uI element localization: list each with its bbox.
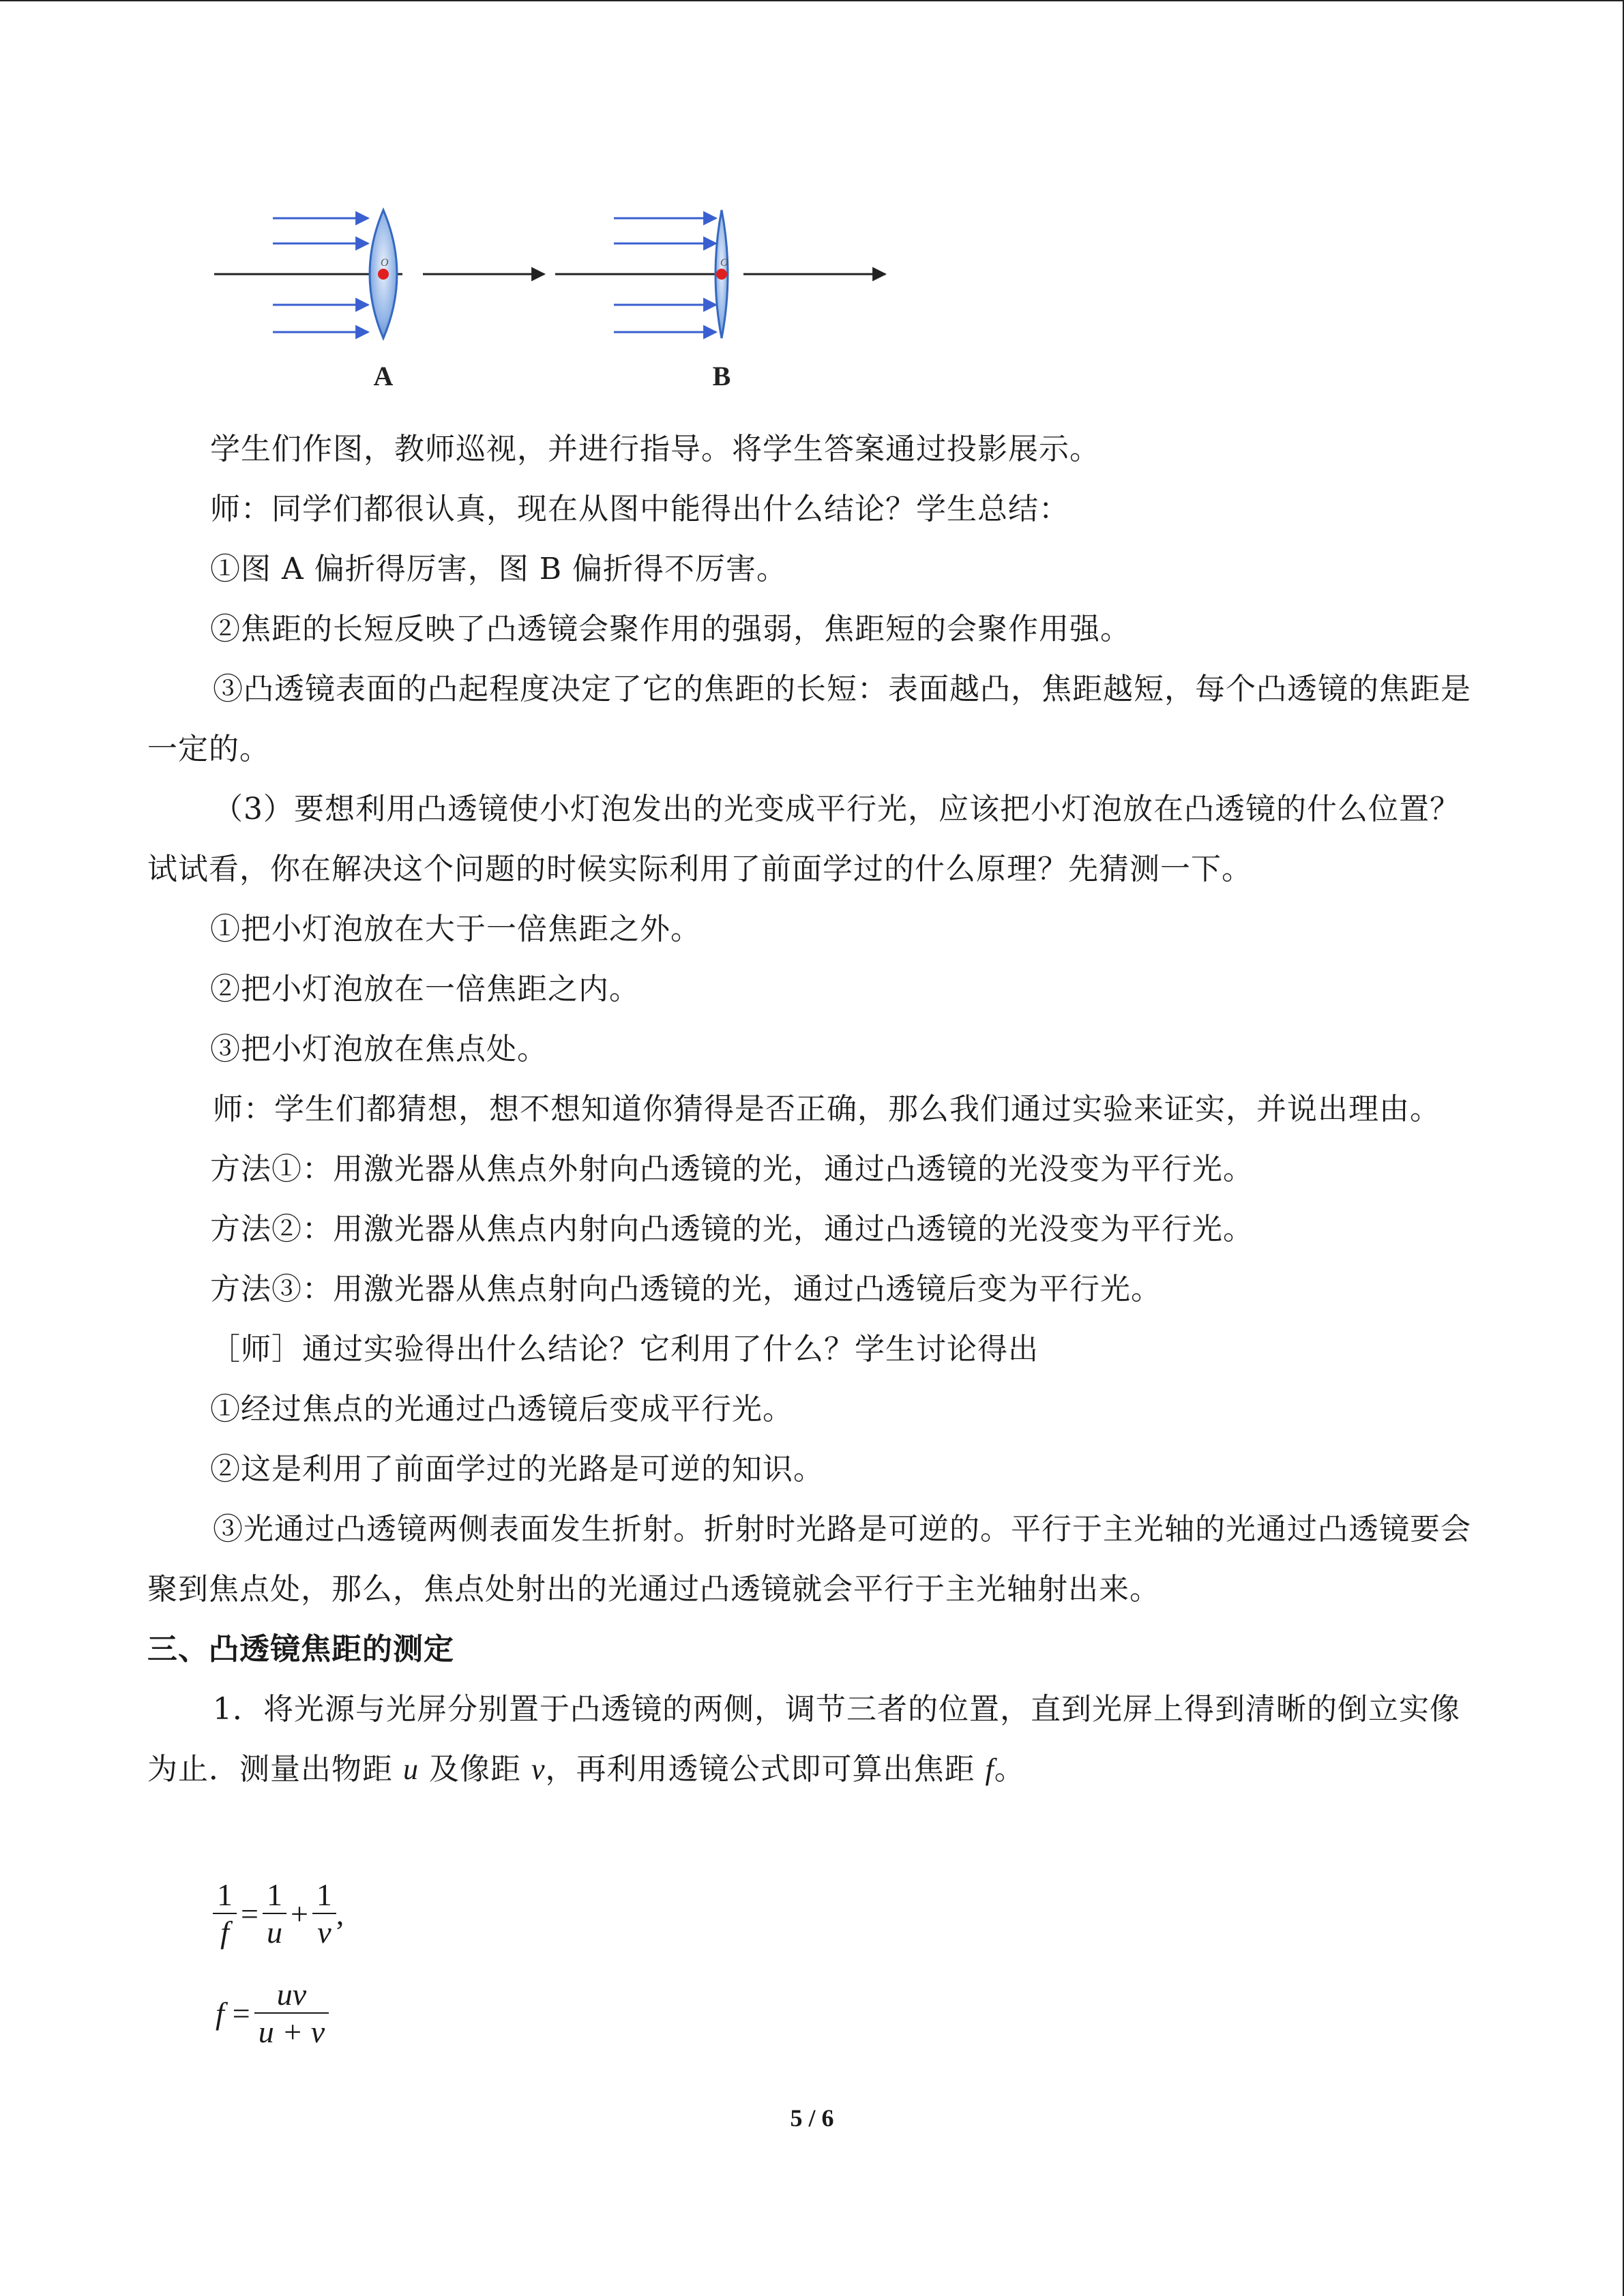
- result-1: ①经过焦点的光通过凸透镜后变成平行光。: [210, 1392, 793, 1427]
- result-2: ②这是利用了前面学过的光路是可逆的知识。: [210, 1452, 824, 1487]
- var-u: u: [403, 1753, 419, 1786]
- var-v: v: [531, 1753, 546, 1786]
- page-number: 5 / 6: [790, 2104, 834, 2132]
- figure-a: [214, 210, 544, 391]
- result-3: ③光通过凸透镜两侧表面发生折射。折射时光路是可逆的。平行于主光轴的光通过凸透镜要会聚到焦点处，那么，焦点处射出的光通过凸透镜就会平行于主光轴射出来。: [147, 1512, 1471, 1607]
- guess-1: ①把小灯泡放在大于一倍焦距之外。: [210, 912, 701, 946]
- fraction-1-over-u: $\frac{1}{u}$: [263, 1877, 286, 1950]
- step-1-mid2: ，再利用透镜公式即可算出焦距: [545, 1752, 986, 1787]
- paragraph-teacher-question: 师：同学们都很认真，现在从图中能得出什么结论？学生总结：: [210, 492, 1069, 526]
- method-3: 方法③：用激光器从焦点射向凸透镜的光，通过凸透镜后变为平行光。: [210, 1272, 1162, 1307]
- document-body: [147, 419, 1484, 1800]
- lens-formula: [213, 1877, 348, 1950]
- optical-center-a: [378, 269, 389, 280]
- guess-2: ②把小灯泡放在一倍焦距之内。: [210, 972, 640, 1007]
- plus-sign: +: [290, 1896, 308, 1931]
- formula-f: f: [216, 1995, 224, 2031]
- optical-center-b: [716, 269, 727, 280]
- figure-label-b: B: [712, 361, 731, 391]
- method-2: 方法②：用激光器从焦点内射向凸透镜的光，通过凸透镜的光没变为平行光。: [210, 1212, 1254, 1247]
- conclusion-1: ①图 A 偏折得厉害，图 B 偏折得不厉害。: [210, 552, 788, 586]
- conclusion-2: ②焦距的长短反映了凸透镜会聚作用的强弱，焦距短的会聚作用强。: [210, 612, 1131, 646]
- question-3: （3）要想利用凸透镜使小灯泡发出的光变成平行光，应该把小灯泡放在凸透镜的什么位置？试试看，你在解决这个问题的时候实际利用了前面学过的什么原理？先猜测一下。: [147, 792, 1460, 886]
- fraction-1-over-f: $\frac{1}{f}$: [213, 1877, 237, 1950]
- teacher-conclusion-prompt: ［师］通过实验得出什么结论？它利用了什么？学生讨论得出: [210, 1332, 1039, 1367]
- step-1-mid1: 及像距: [419, 1752, 531, 1787]
- lens-diagram: [205, 198, 914, 396]
- conclusion-3: ③凸透镜表面的凸起程度决定了它的焦距的长短：表面越凸，焦距越短，每个凸透镜的焦距是一定的。: [147, 672, 1471, 766]
- figure-b: [555, 210, 885, 391]
- var-f: f: [985, 1753, 994, 1786]
- step-1-prefix: 1．将光源与光屏分别置于凸透镜的两侧，调节三者的位置，直到光屏上得到清晰的倒立实像为止．测量出物距: [147, 1692, 1460, 1787]
- fraction-1-over-v: $\frac{1}{v}$: [312, 1877, 336, 1950]
- lens-center-label-a: O: [381, 257, 389, 269]
- guess-3: ③把小灯泡放在焦点处。: [210, 1032, 548, 1067]
- step-1-paragraph: [147, 1680, 1484, 1800]
- formula-comma: ,: [336, 1896, 344, 1931]
- section-heading: 三、凸透镜焦距的测定: [147, 1632, 454, 1667]
- paragraph-students-draw: 学生们作图，教师巡视，并进行指导。将学生答案通过投影展示。: [210, 432, 1100, 466]
- method-1: 方法①：用激光器从焦点外射向凸透镜的光，通过凸透镜的光没变为平行光。: [210, 1152, 1254, 1187]
- fraction-uv-over-u-plus-v: $\frac{uv}{u + v}$: [254, 1976, 329, 2050]
- focal-length-formula: [216, 1976, 329, 2050]
- equals-sign: =: [241, 1896, 259, 1931]
- equals-sign-2: =: [232, 1995, 250, 2031]
- step-1-suffix: 。: [994, 1752, 1025, 1787]
- lens-center-label-b: O: [720, 257, 728, 269]
- paragraph-teacher-experiment: 师：学生们都猜想，想不想知道你猜得是否正确，那么我们通过实验来证实，并说出理由。: [213, 1092, 1441, 1127]
- figure-label-a: A: [373, 361, 394, 391]
